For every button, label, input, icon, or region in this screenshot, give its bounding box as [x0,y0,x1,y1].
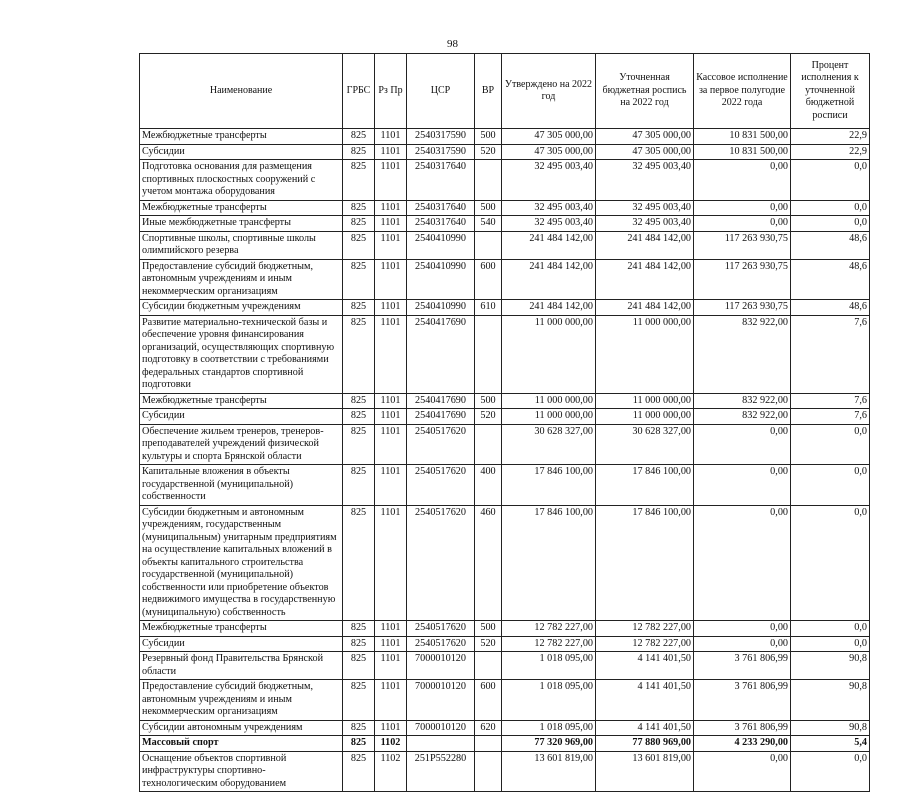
cell-cash: 10 831 500,00 [694,129,791,145]
table-row [140,231,870,259]
cell-csr: 2540317640 [407,200,475,216]
cell-name: Субсидии [140,409,343,425]
cell-csr: 2540410990 [407,300,475,316]
cell-approved: 12 782 227,00 [502,621,596,637]
cell-specified: 47 305 000,00 [596,129,694,145]
cell-specified: 32 495 003,40 [596,200,694,216]
cell-specified: 12 782 227,00 [596,636,694,652]
cell-name: Резервный фонд Правительства Брянской области [140,652,343,680]
cell-name: Субсидии [140,636,343,652]
cell-specified: 12 782 227,00 [596,621,694,637]
cell-specified: 11 000 000,00 [596,393,694,409]
cell-grbs: 825 [343,409,375,425]
cell-approved: 47 305 000,00 [502,144,596,160]
cell-name: Подготовка основания для размещения спортивных плоскостных сооружений с учетом монтажа оборудования [140,160,343,201]
cell-rzpr: 1101 [375,200,407,216]
cell-percent: 48,6 [791,259,870,300]
table-row [140,200,870,216]
cell-grbs: 825 [343,736,375,752]
table-row [140,315,870,393]
cell-approved: 241 484 142,00 [502,231,596,259]
cell-cash: 832 922,00 [694,409,791,425]
cell-percent: 48,6 [791,300,870,316]
cell-csr: 2540517620 [407,621,475,637]
cell-vr: 460 [475,505,502,621]
cell-grbs: 825 [343,259,375,300]
cell-vr: 520 [475,144,502,160]
table-row [140,409,870,425]
cell-approved: 30 628 327,00 [502,424,596,465]
col-header-approved: Утверждено на 2022 год [502,54,596,129]
cell-percent: 0,0 [791,200,870,216]
cell-specified: 32 495 003,40 [596,216,694,232]
cell-name: Субсидии бюджетным и автономным учреждениям, государственным (муниципальным) унитарным предприятиям на осуществление капитальных вложений в объекты капитального строительства государственной (муниципальной) собственности или приобретение объектов недвижимого имущества в государственную (муниципальную) собственность [140,505,343,621]
cell-percent: 0,0 [791,216,870,232]
cell-specified: 11 000 000,00 [596,315,694,393]
cell-percent: 22,9 [791,129,870,145]
cell-vr: 540 [475,216,502,232]
col-header-csr: ЦСР [407,54,475,129]
cell-vr: 500 [475,129,502,145]
cell-csr: 2540517620 [407,424,475,465]
cell-rzpr: 1101 [375,259,407,300]
cell-cash: 3 761 806,99 [694,680,791,721]
cell-rzpr: 1101 [375,621,407,637]
cell-name: Спортивные школы, спортивные школы олимпийского резерва [140,231,343,259]
table-row [140,424,870,465]
cell-grbs: 825 [343,231,375,259]
cell-vr: 620 [475,720,502,736]
cell-name: Развитие материально-технической базы и обеспечение уровня финансирования организаций, осуществляющих спортивную подготовку в соответствии с требованиями федеральных стандартов спортивной подготовки [140,315,343,393]
cell-csr: 2540317640 [407,216,475,232]
cell-approved: 17 846 100,00 [502,505,596,621]
cell-specified: 32 495 003,40 [596,160,694,201]
cell-approved: 47 305 000,00 [502,129,596,145]
cell-cash: 0,00 [694,424,791,465]
cell-rzpr: 1101 [375,144,407,160]
cell-rzpr: 1101 [375,680,407,721]
cell-specified: 241 484 142,00 [596,231,694,259]
table-row [140,259,870,300]
cell-csr: 2540317590 [407,129,475,145]
cell-specified: 241 484 142,00 [596,300,694,316]
cell-csr: 2540317590 [407,144,475,160]
col-header-specified: Уточненная бюджетная роспись на 2022 год [596,54,694,129]
table-body [140,129,870,792]
cell-cash: 3 761 806,99 [694,652,791,680]
cell-cash: 0,00 [694,465,791,506]
cell-cash: 832 922,00 [694,393,791,409]
col-header-cash: Кассовое исполнение за первое полугодие 2022 года [694,54,791,129]
cell-cash: 3 761 806,99 [694,720,791,736]
cell-cash: 0,00 [694,505,791,621]
cell-specified: 47 305 000,00 [596,144,694,160]
cell-csr: 2540410990 [407,259,475,300]
cell-name: Субсидии автономным учреждениям [140,720,343,736]
cell-name: Предоставление субсидий бюджетным, автономным учреждениям и иным некоммерческим организациям [140,259,343,300]
cell-name: Иные межбюджетные трансферты [140,216,343,232]
cell-specified: 11 000 000,00 [596,409,694,425]
cell-name: Капитальные вложения в объекты государственной (муниципальной) собственности [140,465,343,506]
cell-csr: 2540317640 [407,160,475,201]
cell-rzpr: 1101 [375,160,407,201]
cell-rzpr: 1101 [375,231,407,259]
cell-grbs: 825 [343,160,375,201]
cell-grbs: 825 [343,621,375,637]
cell-approved: 17 846 100,00 [502,465,596,506]
cell-percent: 90,8 [791,680,870,721]
cell-csr: 7000010120 [407,720,475,736]
cell-approved: 32 495 003,40 [502,160,596,201]
cell-grbs: 825 [343,720,375,736]
table-row [140,300,870,316]
cell-specified: 30 628 327,00 [596,424,694,465]
cell-vr: 500 [475,200,502,216]
cell-csr [407,736,475,752]
cell-cash: 0,00 [694,636,791,652]
cell-name: Межбюджетные трансферты [140,393,343,409]
cell-rzpr: 1101 [375,300,407,316]
cell-specified: 4 141 401,50 [596,652,694,680]
cell-vr: 610 [475,300,502,316]
cell-cash: 832 922,00 [694,315,791,393]
table-row [140,636,870,652]
cell-cash: 10 831 500,00 [694,144,791,160]
cell-approved: 1 018 095,00 [502,680,596,721]
cell-percent: 0,0 [791,424,870,465]
cell-vr [475,751,502,792]
cell-cash: 117 263 930,75 [694,231,791,259]
col-header-vr: ВР [475,54,502,129]
cell-vr [475,315,502,393]
cell-grbs: 825 [343,465,375,506]
cell-percent: 0,0 [791,465,870,506]
cell-grbs: 825 [343,315,375,393]
cell-vr: 500 [475,621,502,637]
cell-approved: 32 495 003,40 [502,200,596,216]
cell-specified: 241 484 142,00 [596,259,694,300]
cell-name: Субсидии [140,144,343,160]
cell-approved: 12 782 227,00 [502,636,596,652]
cell-name: Межбюджетные трансферты [140,200,343,216]
cell-vr [475,231,502,259]
cell-cash: 117 263 930,75 [694,300,791,316]
cell-csr: 2540417690 [407,409,475,425]
cell-grbs: 825 [343,200,375,216]
cell-grbs: 825 [343,751,375,792]
table-row [140,465,870,506]
cell-name: Оснащение объектов спортивной инфраструктуры спортивно-технологическим оборудованием [140,751,343,792]
cell-vr: 600 [475,259,502,300]
table-row [140,621,870,637]
cell-percent: 7,6 [791,393,870,409]
cell-csr: 2540517620 [407,465,475,506]
cell-csr: 2540410990 [407,231,475,259]
cell-grbs: 825 [343,393,375,409]
cell-grbs: 825 [343,216,375,232]
cell-csr: 2540417690 [407,393,475,409]
cell-percent: 0,0 [791,160,870,201]
cell-csr: 251P552280 [407,751,475,792]
cell-cash: 0,00 [694,200,791,216]
cell-rzpr: 1101 [375,216,407,232]
cell-rzpr: 1101 [375,505,407,621]
cell-name: Массовый спорт [140,736,343,752]
col-header-grbs: ГРБС [343,54,375,129]
cell-rzpr: 1101 [375,652,407,680]
table-row [140,160,870,201]
cell-approved: 11 000 000,00 [502,393,596,409]
cell-vr [475,652,502,680]
col-header-name: Наименование [140,54,343,129]
cell-percent: 7,6 [791,409,870,425]
cell-csr: 7000010120 [407,652,475,680]
cell-csr: 2540417690 [407,315,475,393]
budget-table [139,53,870,792]
cell-percent: 5,4 [791,736,870,752]
cell-approved: 1 018 095,00 [502,720,596,736]
cell-specified: 17 846 100,00 [596,465,694,506]
cell-percent: 90,8 [791,652,870,680]
cell-approved: 77 320 969,00 [502,736,596,752]
cell-percent: 0,0 [791,621,870,637]
cell-specified: 4 141 401,50 [596,720,694,736]
cell-specified: 13 601 819,00 [596,751,694,792]
cell-percent: 0,0 [791,751,870,792]
cell-percent: 48,6 [791,231,870,259]
cell-vr: 520 [475,636,502,652]
col-header-rzpr: Рз Пр [375,54,407,129]
cell-rzpr: 1101 [375,409,407,425]
cell-vr: 600 [475,680,502,721]
cell-name: Обеспечение жильем тренеров, тренеров-преподавателей учреждений физической культуры и спорта Брянской области [140,424,343,465]
cell-vr: 500 [475,393,502,409]
table-row [140,652,870,680]
cell-approved: 11 000 000,00 [502,409,596,425]
table-row [140,393,870,409]
cell-percent: 90,8 [791,720,870,736]
cell-percent: 0,0 [791,505,870,621]
cell-cash: 0,00 [694,621,791,637]
cell-rzpr: 1101 [375,465,407,506]
cell-vr [475,424,502,465]
cell-rzpr: 1101 [375,720,407,736]
cell-csr: 7000010120 [407,680,475,721]
cell-cash: 0,00 [694,160,791,201]
cell-specified: 4 141 401,50 [596,680,694,721]
cell-name: Межбюджетные трансферты [140,621,343,637]
table-row [140,736,870,752]
table-row [140,680,870,721]
cell-grbs: 825 [343,505,375,621]
table-row [140,144,870,160]
cell-approved: 1 018 095,00 [502,652,596,680]
cell-approved: 11 000 000,00 [502,315,596,393]
cell-csr: 2540517620 [407,636,475,652]
table-header-row [140,54,870,129]
cell-rzpr: 1101 [375,393,407,409]
cell-grbs: 825 [343,300,375,316]
table-row [140,751,870,792]
table-row [140,505,870,621]
cell-grbs: 825 [343,680,375,721]
table-row [140,720,870,736]
cell-rzpr: 1101 [375,424,407,465]
cell-rzpr: 1102 [375,736,407,752]
page-number: 98 [447,38,458,50]
cell-approved: 32 495 003,40 [502,216,596,232]
cell-specified: 17 846 100,00 [596,505,694,621]
cell-rzpr: 1101 [375,129,407,145]
cell-specified: 77 880 969,00 [596,736,694,752]
table-row [140,129,870,145]
cell-approved: 13 601 819,00 [502,751,596,792]
cell-csr: 2540517620 [407,505,475,621]
cell-percent: 0,0 [791,636,870,652]
cell-cash: 117 263 930,75 [694,259,791,300]
cell-rzpr: 1101 [375,636,407,652]
cell-vr: 520 [475,409,502,425]
cell-percent: 22,9 [791,144,870,160]
cell-approved: 241 484 142,00 [502,300,596,316]
table-row [140,216,870,232]
cell-cash: 0,00 [694,751,791,792]
cell-name: Межбюджетные трансферты [140,129,343,145]
cell-grbs: 825 [343,144,375,160]
cell-rzpr: 1101 [375,315,407,393]
cell-percent: 7,6 [791,315,870,393]
cell-vr [475,160,502,201]
cell-grbs: 825 [343,652,375,680]
cell-rzpr: 1102 [375,751,407,792]
cell-grbs: 825 [343,129,375,145]
cell-grbs: 825 [343,636,375,652]
cell-cash: 0,00 [694,216,791,232]
col-header-percent: Процент исполнения к уточненной бюджетной росписи [791,54,870,129]
cell-grbs: 825 [343,424,375,465]
cell-vr [475,736,502,752]
cell-name: Предоставление субсидий бюджетным, автономным учреждениям и иным некоммерческим организациям [140,680,343,721]
cell-name: Субсидии бюджетным учреждениям [140,300,343,316]
cell-cash: 4 233 290,00 [694,736,791,752]
cell-vr: 400 [475,465,502,506]
cell-approved: 241 484 142,00 [502,259,596,300]
